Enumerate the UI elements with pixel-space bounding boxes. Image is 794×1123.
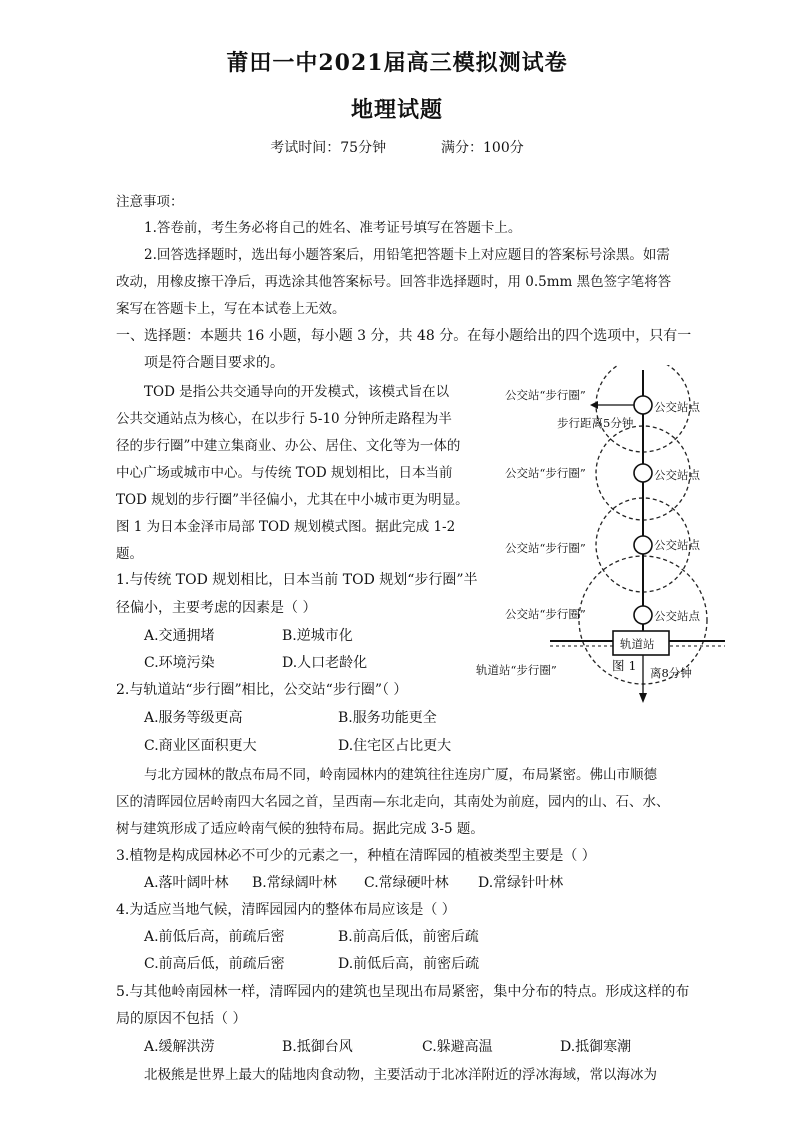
page-subtitle: 地理试题	[350, 97, 443, 123]
q1-option-b: B.逆城市化	[282, 628, 353, 644]
passage-line: 题。	[116, 546, 143, 562]
notice-item-2-cont: 改动，用橡皮擦干净后，再选涂其他答案标号。回答非选择题时，用 0.5mm 黑色签字笔将答	[116, 274, 672, 290]
q4-option-c: C.前高后低，前疏后密	[144, 956, 285, 972]
q4-option-b: B.前高后低，前密后疏	[338, 929, 479, 945]
bus-stop-marker	[634, 606, 652, 624]
passage-line: 公共交通站点为核心，在以步行 5-10 分钟所走路程为半	[116, 411, 452, 427]
q5-option-c: C.躲避高温	[422, 1039, 493, 1055]
question-3-stem: 3.植物是构成园林必不可少的元素之一，种植在清晖园的植被类型主要是（ ）	[116, 848, 596, 864]
question-5-stem-cont: 局的原因不包括（ ）	[116, 1011, 247, 1027]
q1-option-c: C.环境污染	[144, 655, 215, 671]
section-heading-cont: 项是符合题目要求的。	[144, 355, 284, 371]
exam-time: 考试时间：75分钟	[270, 140, 387, 156]
passage-line: 中心广场或城市中心。与传统 TOD 规划相比，日本当前	[116, 465, 453, 481]
q1-option-d: D.人口老龄化	[282, 655, 368, 671]
q3-option-d: D.常绿针叶林	[478, 875, 564, 891]
passage-line: 北极熊是世界上最大的陆地肉食动物，主要活动于北冰洋附近的浮冰海域，常以海冰为	[144, 1067, 657, 1083]
bus-stop-marker	[634, 396, 652, 414]
bus-circle-label: 公交站“步行圈”	[505, 541, 586, 555]
question-5-stem: 5.与其他岭南园林一样，清晖园内的建筑也呈现出布局紧密，集中分布的特点。形成这样的布	[116, 984, 690, 1000]
q3-option-c: C.常绿硬叶林	[364, 875, 449, 891]
bus-stop-marker	[634, 536, 652, 554]
rail-walk-label: 离8分钟	[650, 666, 692, 680]
q3-option-b: B.常绿阔叶林	[252, 875, 337, 891]
walk-distance-label: 步行距离5分钟	[557, 416, 634, 430]
passage-line: TOD 是指公共交通导向的开发模式，该模式旨在以	[144, 384, 450, 400]
q5-option-d: D.抵御寒潮	[560, 1039, 632, 1055]
bus-stop-label: 公交站点	[654, 538, 700, 552]
bus-circle-label: 公交站“步行圈”	[505, 607, 586, 621]
passage-line: 图 1 为日本金泽市局部 TOD 规划模式图。据此完成 1-2	[116, 519, 456, 535]
notice-item-1: 1.答卷前，考生务必将自己的姓名、准考证号填写在答题卡上。	[144, 220, 522, 236]
passage-line: 径的步行圈”中建立集商业、办公、居住、文化等为一体的	[116, 438, 461, 454]
q2-option-a: A.服务等级更高	[144, 710, 243, 726]
question-1-stem-cont: 径偏小，主要考虑的因素是（ ）	[116, 600, 317, 616]
arrow-down-icon	[639, 693, 647, 703]
arrow-left-icon	[590, 401, 598, 409]
question-4-stem: 4.为适应当地气候，清晖园园内的整体布局应该是（ ）	[116, 902, 456, 918]
bus-stop-label: 公交站点	[654, 609, 700, 623]
question-1-stem: 1.与传统 TOD 规划相比，日本当前 TOD 规划“步行圈”半	[116, 572, 478, 588]
q5-option-a: A.缓解洪涝	[144, 1039, 215, 1055]
notice-heading: 注意事项：	[116, 194, 184, 210]
bus-stop-label: 公交站点	[654, 468, 700, 482]
q2-option-d: D.住宅区占比更大	[338, 738, 452, 754]
rail-circle-label: 轨道站“步行圈”	[476, 663, 557, 677]
passage-line: 与北方园林的散点布局不同，岭南园林内的建筑往往连房广厦，布局紧密。佛山市顺德	[144, 767, 657, 783]
q2-option-c: C.商业区面积更大	[144, 738, 257, 754]
notice-item-2: 2.回答选择题时，选出每小题答案后，用铅笔把答题卡上对应题目的答案标号涂黑。如需	[144, 247, 670, 263]
exam-info	[0, 137, 794, 157]
rail-station-label: 轨道站	[620, 637, 655, 651]
passage-line: TOD 规划的步行圈”半径偏小，尤其在中小城市更为明显。	[116, 492, 469, 508]
section-heading: 一、选择题：本题共 16 小题，每小题 3 分，共 48 分。在每小题给出的四个选项中，只有一	[116, 328, 692, 344]
passage-line: 树与建筑形成了适应岭南气候的独特布局。据此完成 3-5 题。	[116, 821, 484, 837]
full-score: 满分：100分	[441, 140, 524, 156]
bus-circle-label: 公交站“步行圈”	[505, 388, 586, 402]
figure-caption: 图 1	[612, 658, 637, 673]
bus-circle-label: 公交站“步行圈”	[505, 466, 586, 480]
figure-1-tod-diagram	[470, 365, 730, 715]
question-2-stem: 2.与轨道站“步行圈”相比，公交站“步行圈”（ ）	[116, 682, 408, 698]
q4-option-d: D.前低后高，前密后疏	[338, 956, 480, 972]
q4-option-a: A.前低后高，前疏后密	[144, 929, 285, 945]
q2-option-b: B.服务功能更全	[338, 710, 437, 726]
q5-option-b: B.抵御台风	[282, 1039, 353, 1055]
page-title: 莆田一中2021届高三模拟测试卷	[226, 50, 568, 76]
q3-option-a: A.落叶阔叶林	[144, 875, 229, 891]
bus-stop-label: 公交站点	[654, 400, 700, 414]
notice-item-2-cont: 案写在答题卡上，写在本试卷上无效。	[116, 301, 346, 317]
q1-option-a: A.交通拥堵	[144, 628, 215, 644]
bus-stop-marker	[634, 464, 652, 482]
passage-line: 区的清晖园位居岭南四大名园之首，呈西南—东北走向，其南处为前庭，园内的山、石、水、	[116, 794, 670, 810]
